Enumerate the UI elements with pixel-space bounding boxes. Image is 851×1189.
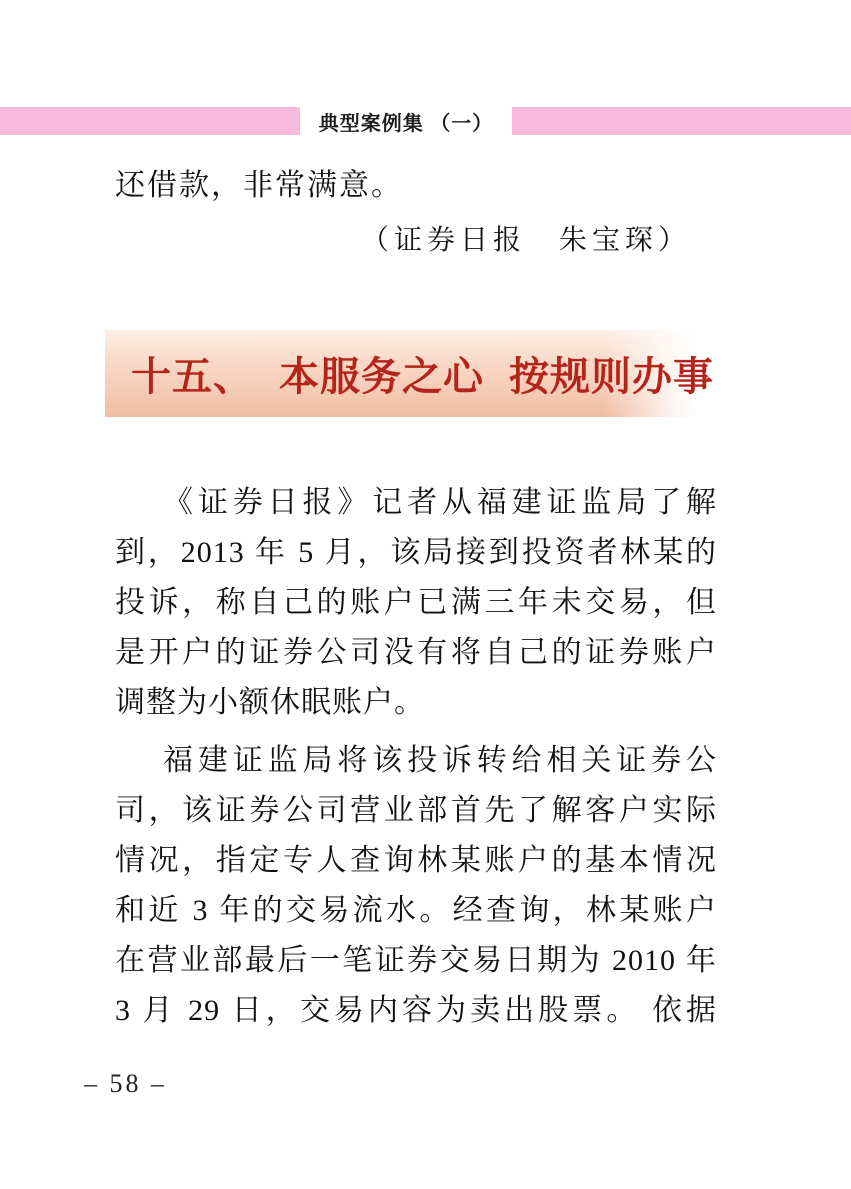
text-line: 情况，指定专人查询林某账户的基本情况: [115, 844, 717, 877]
text-line: 是开户的证券公司没有将自己的证券账户: [115, 636, 717, 669]
header-title: 典型案例集 （一）: [300, 107, 512, 135]
paragraph-1: [115, 478, 717, 728]
previous-article-closing-line: 还借款，非常满意。: [115, 169, 403, 202]
attribution-line: （证券日报 朱宝琛）: [360, 225, 691, 256]
header-band-left: [0, 107, 300, 135]
text-line: 和近 3 年的交易流水。经查询，林某账户: [115, 894, 717, 927]
section-heading-band: [105, 330, 714, 417]
text-line: 《证券日报》记者从福建证监局了解: [163, 486, 717, 519]
text-line: 投诉，称自己的账户已满三年未交易，但: [115, 586, 717, 619]
paragraph-2: [115, 736, 717, 1036]
text-line: 到，2013 年 5 月，该局接到投资者林某的: [115, 536, 717, 569]
section-heading-text: 十五、 本服务之心 按规则办事: [131, 354, 714, 399]
running-header: [0, 107, 851, 135]
text-line: 司，该证券公司营业部首先了解客户实际: [115, 794, 717, 827]
text-line: 在营业部最后一笔证券交易日期为 2010 年: [115, 944, 717, 977]
page-number: – 58 –: [84, 1069, 167, 1098]
text-line: 调整为小额休眠账户。: [115, 686, 425, 719]
text-line: 3 月 29 日，交易内容为卖出股票。 依据: [115, 994, 717, 1027]
header-band-right: [512, 107, 851, 135]
text-line: 福建证监局将该投诉转给相关证券公: [163, 744, 717, 777]
